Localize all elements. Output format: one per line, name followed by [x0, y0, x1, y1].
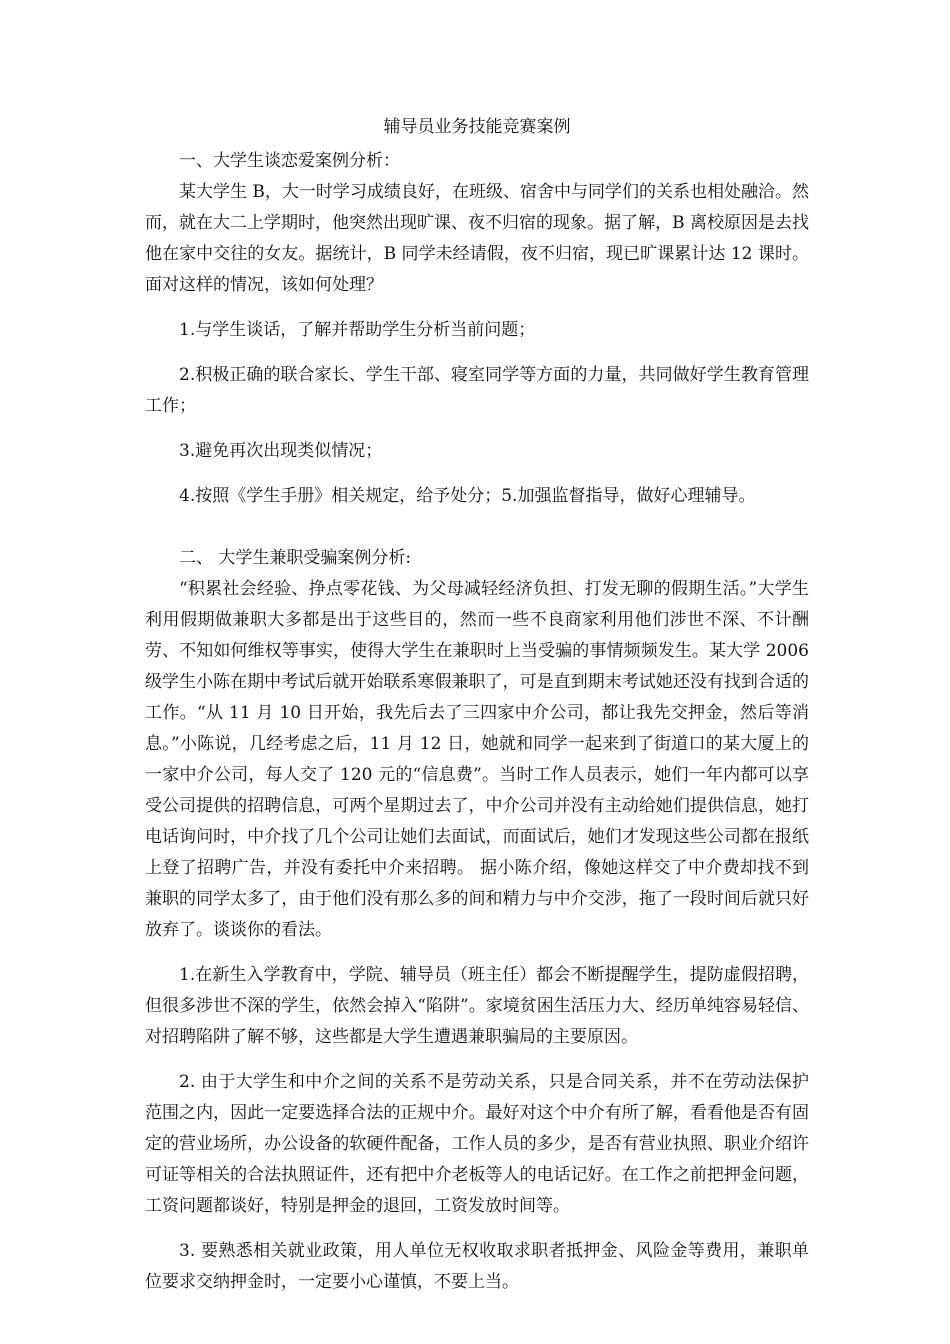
section1-heading: 一、大学生谈恋爱案例分析： [179, 151, 400, 171]
section2-body: “积累社会经验、挣点零花钱、为父母减轻经济负担、打发无聊的假期生活。”大学生利用假期做兼职大多都是出于这些目的，然而一些不良商家利用他们涉世不深、不计酬劳、不知如何维权等事实，使得大学生在兼职时上当受骗的事情频频发生。某大学 2006 级学生小陈在期中考试后就开始联系寒假兼职了，可是直到期末考试她还没有找到合适的工作。“从 11 月 10 日开始，我先后去了三四家中介公司，都让我先交押金，然后等消息。”小陈说，几经考虑之后，11 月 12 日，她就和同学一起来到了街道口的某大厦上的一家中介公司，每人交了 120 元的“信息费”。当时工作人员表示，她们一年内都可以享受公司提供的招聘信息，可两个星期过去了，中介公司并没有主动给她们提供信息，她打电话询问时，中介找了几个公司让她们去面试，而面试后，她们才发现这些公司都在报纸上登了招聘广告，并没有委托中介来招聘。 据小陈介绍，像她这样交了中介费却找不到兼职的同学太多了，由于他们没有那么多的间和精力与中介交涉，拖了一段时间后就只好放弃了。谈谈你的看法。 [145, 579, 809, 940]
section2-heading: 二、 大学生兼职受骗案例分析: [179, 548, 412, 568]
document-title: 辅导员业务技能竞赛案例 [383, 117, 571, 137]
section1-item-1: 1.与学生谈话，了解并帮助学生分析当前问题； [179, 320, 536, 340]
section1-item-4: 4.按照《学生手册》相关规定，给予处分；5.加强监督指导，做好心理辅导。 [179, 486, 756, 506]
section1-item-3: 3.避免再次出现类似情况； [179, 441, 383, 461]
section2-item-1: 1.在新生入学教育中，学院、辅导员（班主任）都会不断提醒学生，提防虚假招聘，但很多涉世不深的学生，依然会掉入“陷阱”。家境贫困生活压力大、经历单纯容易轻信、对招聘陷阱了解不够，这些都是大学生遭遇兼职骗局的主要原因。 [145, 965, 809, 1047]
section2-item-2: 2. 由于大学生和中介之间的关系不是劳动关系，只是合同关系，并不在劳动法保护范围之内，因此一定要选择合法的正规中介。最好对这个中介有所了解，看看他是否有固定的营业场所，办公设备的软硬件配备，工作人员的多少，是否有营业执照、职业介绍许可证等相关的合法执照证件，还有把中介老板等人的电话记好。在工作之前把押金问题，工资问题都谈好，特别是押金的退回，工资发放时间等。 [145, 1072, 809, 1216]
section2-item-3: 3. 要熟悉相关就业政策，用人单位无权收取求职者抵押金、风险金等费用，兼职单位要求交纳押金时，一定要小心谨慎，不要上当。 [145, 1241, 809, 1292]
document-content [145, 112, 809, 1298]
section1-body: 某大学生 B，大一时学习成绩良好，在班级、宿舍中与同学们的关系也相处融洽。然而，就在大二上学期时，他突然出现旷课、夜不归宿的现象。据了解，B 离校原因是去找他在家中交往的女友。据统计，B 同学未经请假，夜不归宿，现已旷课累计达 12 课时。面对这样的情况，该如何处理？ [145, 182, 809, 295]
section1-item-2: 2.积极正确的联合家长、学生干部、寝室同学等方面的力量，共同做好学生教育管理工作； [145, 365, 809, 416]
